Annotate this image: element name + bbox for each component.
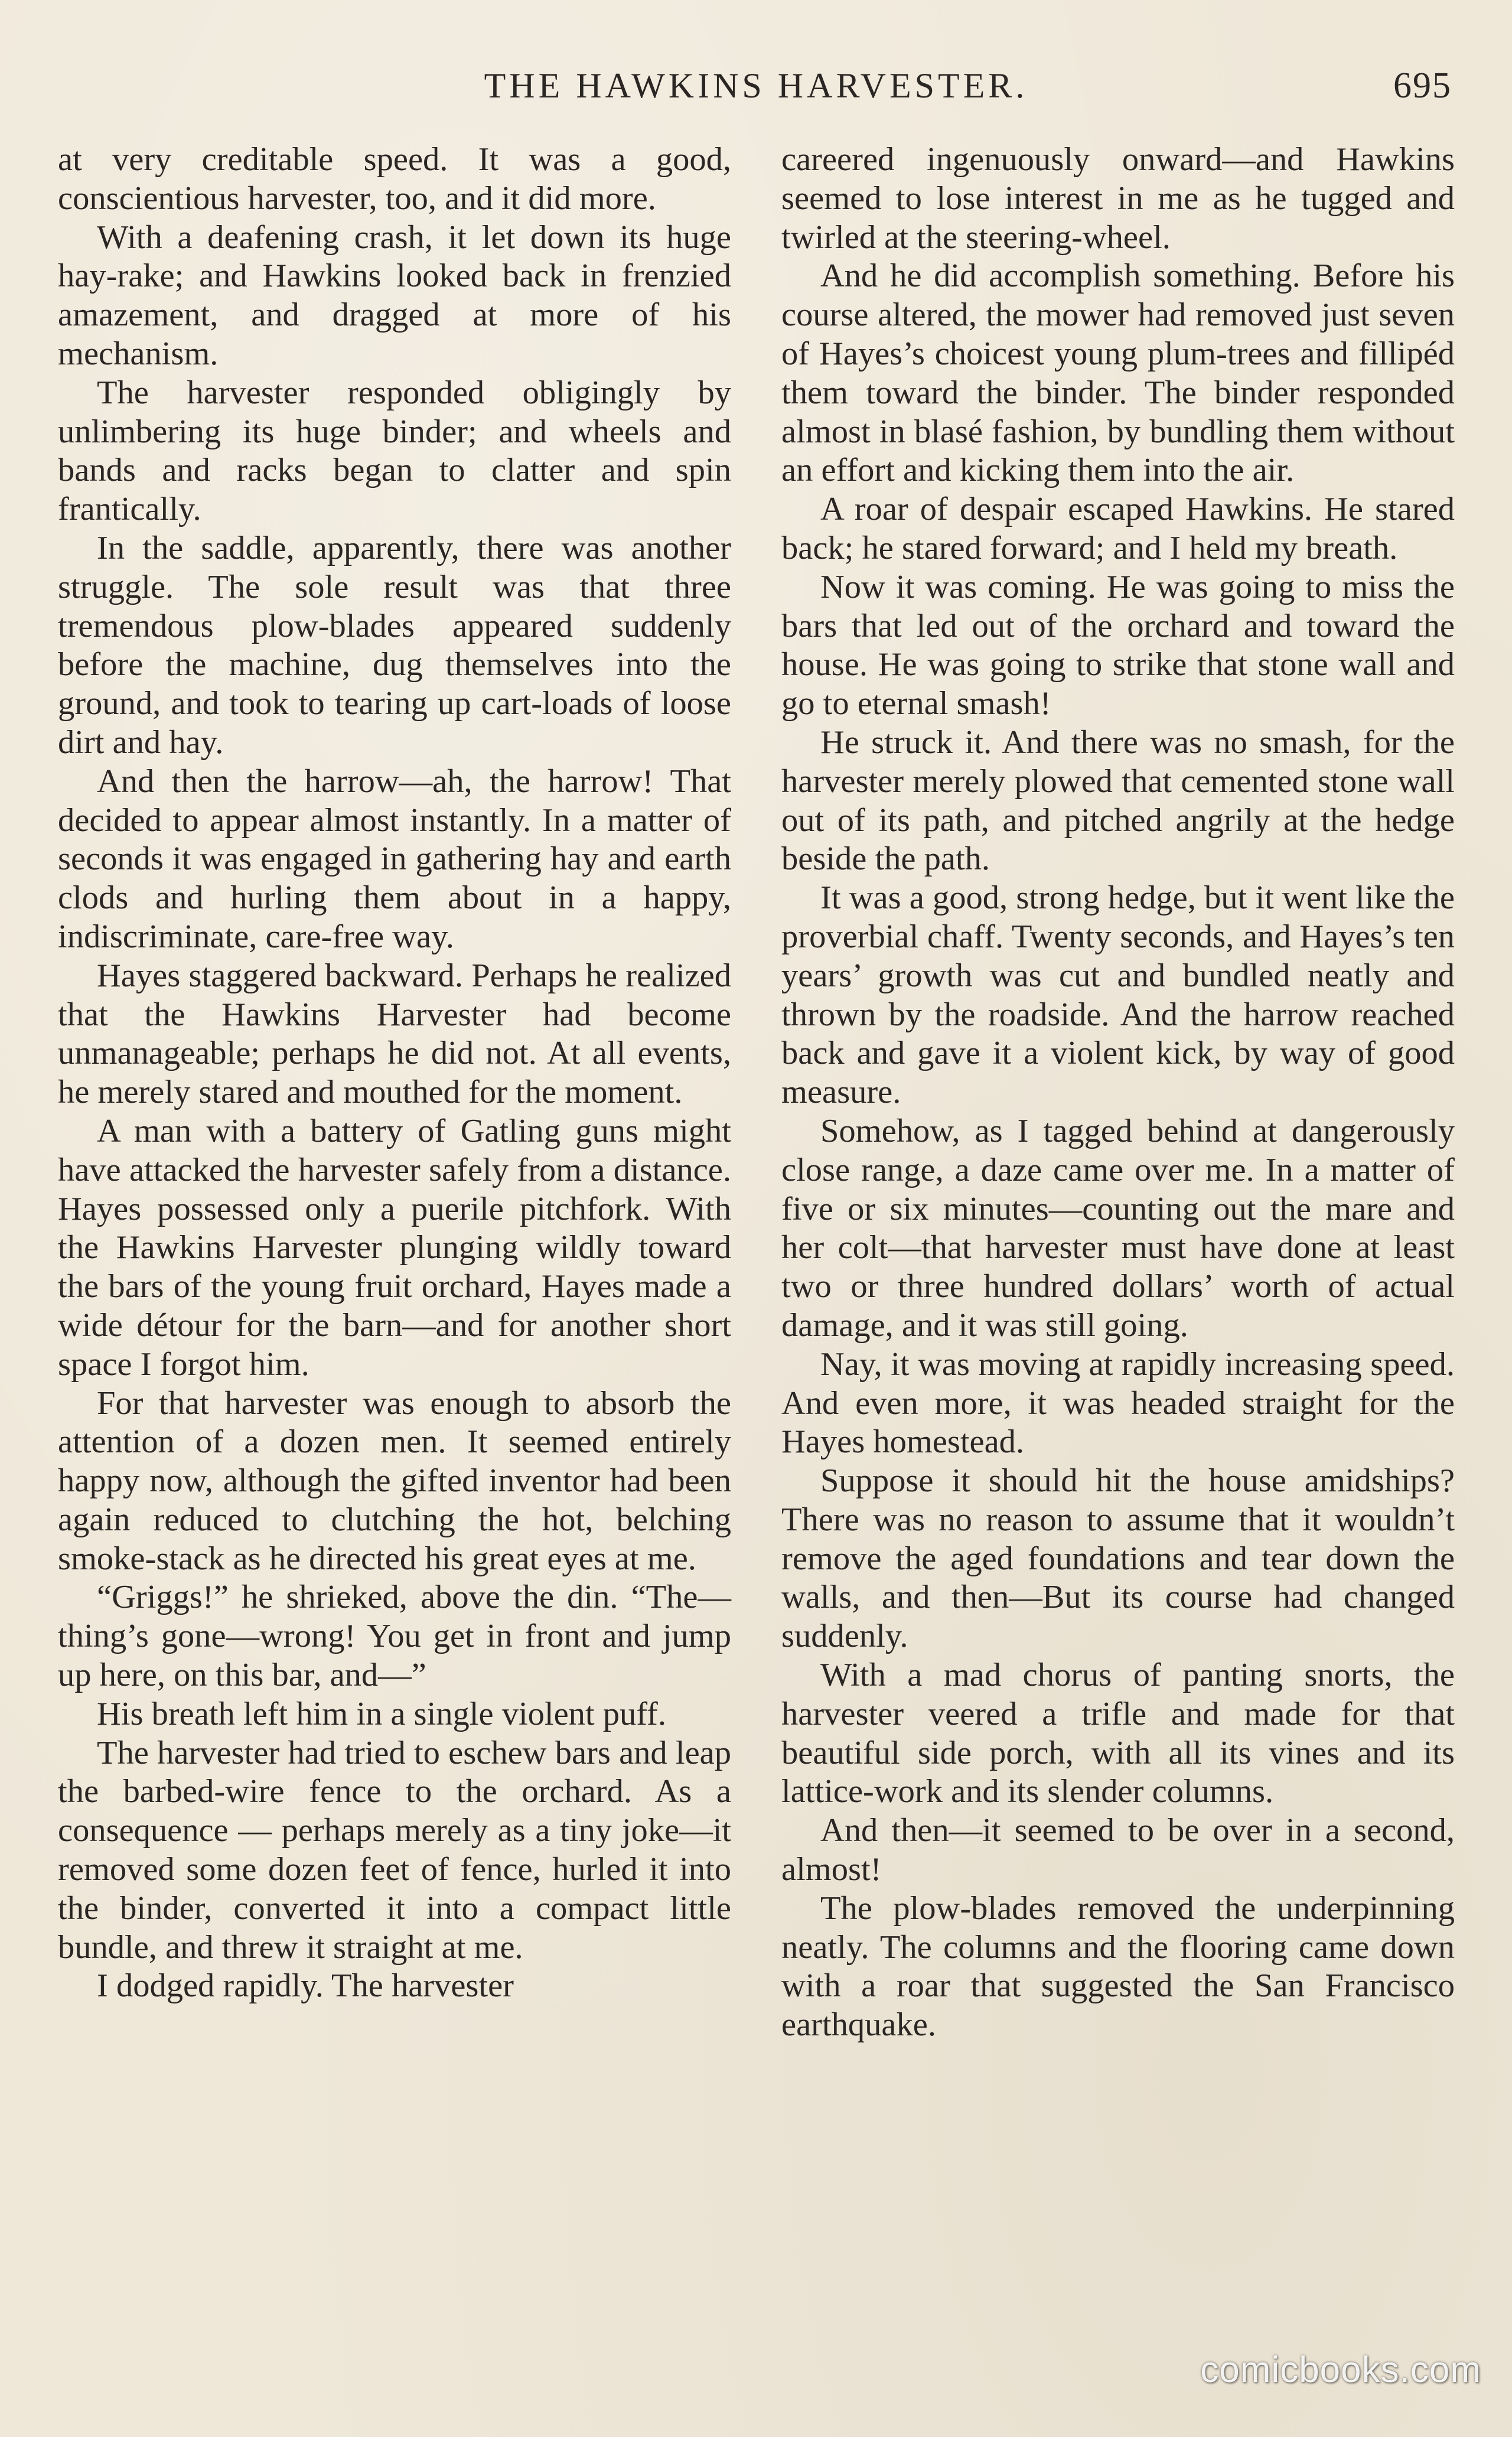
right-paragraph: Somehow, as I tagged behind at dangerously close range, a daze came over me. In a matter of five or six minutes—counting out the mare and her colt—that harvester must have done at least two or three hundred dollars’ worth of actual damage, and it was still going.	[781, 1112, 1455, 1344]
right-paragraph: And he did accomplish something. Before his course altered, the mower had removed just seven of Hayes’s choicest young plum-trees and fillipéd them toward the binder. The binder responded almost in blasé fashion, by bundling them without an effort and kicking them into the air.	[781, 258, 1455, 489]
running-head: THE HAWKINS HARVESTER.	[484, 66, 1028, 105]
left-paragraph: With a deafening crash, it let down its huge hay-rake; and Hawkins looked back in frenzied amazement, and dragged at more of his mechanism.	[58, 219, 731, 372]
left-paragraph: “Griggs!” he shrieked, above the din. “The—thing’s gone—wrong! You get in front and jump up here, on this bar, and—”	[58, 1579, 731, 1694]
left-paragraph: In the saddle, apparently, there was another struggle. The sole result was that three tremendous plow-blades appeared suddenly before the machine, dug themselves into the ground, and took to tearing up cart-loads of loose dirt and hay.	[58, 529, 731, 761]
left-paragraph: I dodged rapidly. The harvester	[97, 1967, 514, 2005]
left-paragraph: at very creditable speed. It was a good, conscientious harvester, too, and it did more.	[58, 141, 731, 217]
left-paragraph: His breath left him in a single violent puff.	[97, 1695, 666, 1732]
right-paragraph: It was a good, strong hedge, but it went like the proverbial chaff. Twenty seconds, and Hayes’s ten years’ growth was cut and bundled neatly and thrown by the roadside. And the harrow reached back and gave it a violent kick, by way of good measure.	[781, 879, 1455, 1111]
right-column	[781, 141, 1455, 2385]
left-paragraph: The harvester had tried to eschew bars and leap the barbed-wire fence to the orchard. As a consequence — perhaps merely as a tiny joke—it removed some dozen feet of fence, hurled it into the binder, converted it into a compact little bundle, and threw it straight at me.	[58, 1734, 731, 1966]
right-paragraph: Suppose it should hit the house amidships? There was no reason to assume that it wouldn’t remove the aged foundations and tear down the walls, and then—But its course had changed suddenly.	[781, 1462, 1455, 1655]
text-columns	[58, 141, 1455, 2385]
page-number: 695	[1393, 66, 1452, 106]
left-paragraph: A man with a battery of Gatling guns might have attacked the harvester safely from a distance. Hayes possessed only a puerile pitchfork. With the Hawkins Harvester plunging wildly toward the bars of the young fruit orchard, Hayes made a wide détour for the barn—and for another short space I forgot him.	[58, 1112, 731, 1383]
left-paragraph: The harvester responded obligingly by unlimbering its huge binder; and wheels and bands and racks began to clatter and spin frantically.	[58, 374, 731, 528]
watermark-logo: comicbooks.com	[1200, 2350, 1481, 2390]
right-paragraph: Nay, it was moving at rapidly increasing speed. And even more, it was headed straight for the Hayes homestead.	[781, 1345, 1455, 1461]
right-paragraph: He struck it. And there was no smash, for the harvester merely plowed that cemented stone wall out of its path, and pitched angrily at the hedge beside the path.	[781, 724, 1455, 878]
left-column	[58, 141, 731, 2385]
right-paragraph: Now it was coming. He was going to miss the bars that led out of the orchard and toward the house. He was going to strike that stone wall and go to eternal smash!	[781, 568, 1455, 722]
right-paragraph: With a mad chorus of panting snorts, the harvester veered a trifle and made for that beautiful side porch, with all its vines and its lattice-work and its slender columns.	[781, 1657, 1455, 1810]
left-paragraph: Hayes staggered backward. Perhaps he realized that the Hawkins Harvester had become unmanageable; perhaps he did not. At all events, he merely stared and mouthed for the moment.	[58, 957, 731, 1111]
right-paragraph: And then—it seemed to be over in a second, almost!	[781, 1812, 1455, 1888]
right-paragraph: A roar of despair escaped Hawkins. He stared back; he stared forward; and I held my breath.	[781, 491, 1455, 566]
right-paragraph: careered ingenuously onward—and Hawkins seemed to lose interest in me as he tugged and twirled at the steering-wheel.	[781, 141, 1455, 256]
left-paragraph: And then the harrow—ah, the harrow! That decided to appear almost instantly. In a matter of seconds it was engaged in gathering hay and earth clods and hurling them about in a happy, indiscriminate, care-free way.	[58, 763, 731, 955]
left-paragraph: For that harvester was enough to absorb the attention of a dozen men. It seemed entirely happy now, although the gifted inventor had been again reduced to clutching the hot, belching smoke-stack as he directed his great eyes at me.	[58, 1384, 731, 1577]
right-paragraph: The plow-blades removed the underpinning neatly. The columns and the flooring came down with a roar that suggested the San Francisco earthquake.	[781, 1889, 1455, 2044]
page-header	[0, 59, 1512, 112]
